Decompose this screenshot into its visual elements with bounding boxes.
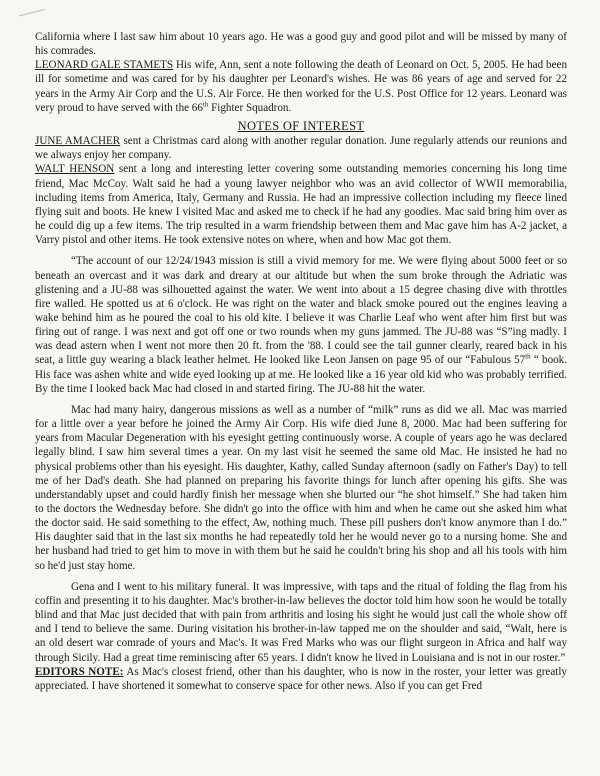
paragraph-amacher-text: sent a Christmas card along with another regular donation. June regularly attends our reunions and we always enjoy her company. xyxy=(35,135,567,162)
document-body xyxy=(35,30,567,693)
paragraph-stamets-end: Fighter Squadron. xyxy=(208,101,292,114)
paragraph-amacher xyxy=(35,134,567,162)
paragraph-editors-note xyxy=(35,665,567,693)
paragraph-mission-end: “ book. His face was ashen white and wide eyed looking up at me. He looked like a 16 year old kid who was probably terrified. By the time I looked back Mac had closed in and started firing. The JU-88 hit the water. xyxy=(35,354,567,395)
paragraph-stamets xyxy=(35,58,567,115)
paragraph-mission-account xyxy=(35,254,567,396)
paragraph-mission-text: “The account of our 12/24/1943 mission is still a vivid memory for me. We were flying about 5000 feet or so beneath an overcast and it was dark and dreary at our altitude but when the sum broke through the Adriatic was glistening and a JU-88 was silhouetted against the water. We went into about a 15 degree chasing dive with throttles fire walled. He spotted us at 6 o'clock. He was right on the water and black smoke poured out the engines leaving a wake behind him as he poured the coal to his old kite. I believe it was Charlie Leaf who went after him first but was firing out of range. I was next and got off one or two rounds when my guns jammed. The JU-88 was “S”ing madly. I was dead astern when I went not more then 20 ft. from the '88. I could see the tail gunner clearly, reared back in his seat, a little guy wearing a black leather helmet. He looked like Leon Jansen on page 95 of our “Fabulous 57 xyxy=(35,255,567,367)
name-june-amacher: JUNE AMACHER xyxy=(35,135,121,148)
editors-note-label: EDITORS NOTE: xyxy=(35,665,124,678)
editors-note-text: As Mac's closest friend, other than his daughter, who is now in the roster, your letter was greatly appreciated. I have shortened it somewhat to conserve space for other news. Also if you can get Fred xyxy=(35,665,567,692)
paragraph-continuation: California where I last saw him about 10 years ago. He was a good guy and good pilot and will be missed by many of his comrades. xyxy=(35,31,567,58)
paragraph-henson xyxy=(35,162,567,247)
ordinal-suffix: th xyxy=(525,352,531,361)
ordinal-suffix: th xyxy=(202,100,209,109)
paragraph-funeral: Gena and I went to his military funeral. It was impressive, with taps and the ritual of folding the flag from his coffin and presenting it to his daughter. Mac's brother-in-law believes the doctor told him how soon he would be totally blind and that Mac just decided that with pain from arthritis and losing his sight he would just call the whole show off and I tend to believe the same. During visitation his brother-in-law tapped me on the shoulder and said, “Walt, here is an old desert war comrade of yours and Mac's. It was Fred Marks who was our flight surgeon in Africa and half way through Sicily. Had a great time reminiscing after 65 years. I didn't know he lived in Louisiana and is not in our roster.” xyxy=(35,580,567,664)
name-leonard-gale-stamets: LEONARD GALE STAMETS xyxy=(35,59,174,72)
paragraph-stamets-text: His wife, Ann, sent a note following the death of Leonard on Oct. 5, 2005. He had been ill for sometime and was cared for by his daughter per Leonard's wishes. He was 86 years of age and served for 22 years in the Army Air Corp and the U.S. Air Force. He then worked for the U.S. Post Office for 12 years. Leonard was very proud to have served with the 66 xyxy=(35,59,567,114)
section-heading: NOTES OF INTEREST xyxy=(237,118,365,133)
name-walt-henson: WALT HENSON xyxy=(35,163,115,176)
paragraph-mac-history: Mac had many hairy, dangerous missions as well as a number of “milk” runs as did we all. Mac was married for a little over a year before he joined the Army Air Corp. His wife died June 8, 2000. Mac had been suffering for years from Macular Degeneration with his eyesight getting continuously worse. A couple of years ago he was declared legally blind. I saw him several times a year. On my last visit he seemed the same old Mac. He insisted he had no physical problems other than his eyesight. His daughter, Kathy, called Sunday afternoon (sadly on Father's Day) to tell me of her Dad's death. She had planned on preparing his favorite things for lunch after opening his gifts. She was understandably upset and could hardly finish her message when she blurted our “he shot himself.” She had taken him to the doctors the Wednesday before. She didn't go into the office with him and when he came out she asked him what the doctor said. He said something to the effect, Aw, nothing much. These pill pushers don't know anymore than I do.” His daughter said that in the last six months he had repeatedly told her he would never go to a nursing home. She and her husband had tried to get him to move in with them but he said he couldn't bring his shop and all his tools with him so he'd just stay home. xyxy=(35,403,567,572)
scan-mark xyxy=(19,9,46,24)
paragraph-henson-text: sent a long and interesting letter covering some outstanding memories concerning his long time friend, Mac McCoy. Walt said he had a young lawyer neighbor who was an avid collector of WWII memorabilia, including items from America, Italy, Germany and Russia. He had an impressive collection including my fleece lined flying suit and boots. He knew I visited Mac and asked me to check if he had any goodies. Mac said bring him over as he could dig up a few items. The trip resulted in a warm friendship between them and Mac gave him has A-2 jacket, a Varry pistol and other items. He took extensive notes on where, when and how Mac got them. xyxy=(35,163,567,247)
